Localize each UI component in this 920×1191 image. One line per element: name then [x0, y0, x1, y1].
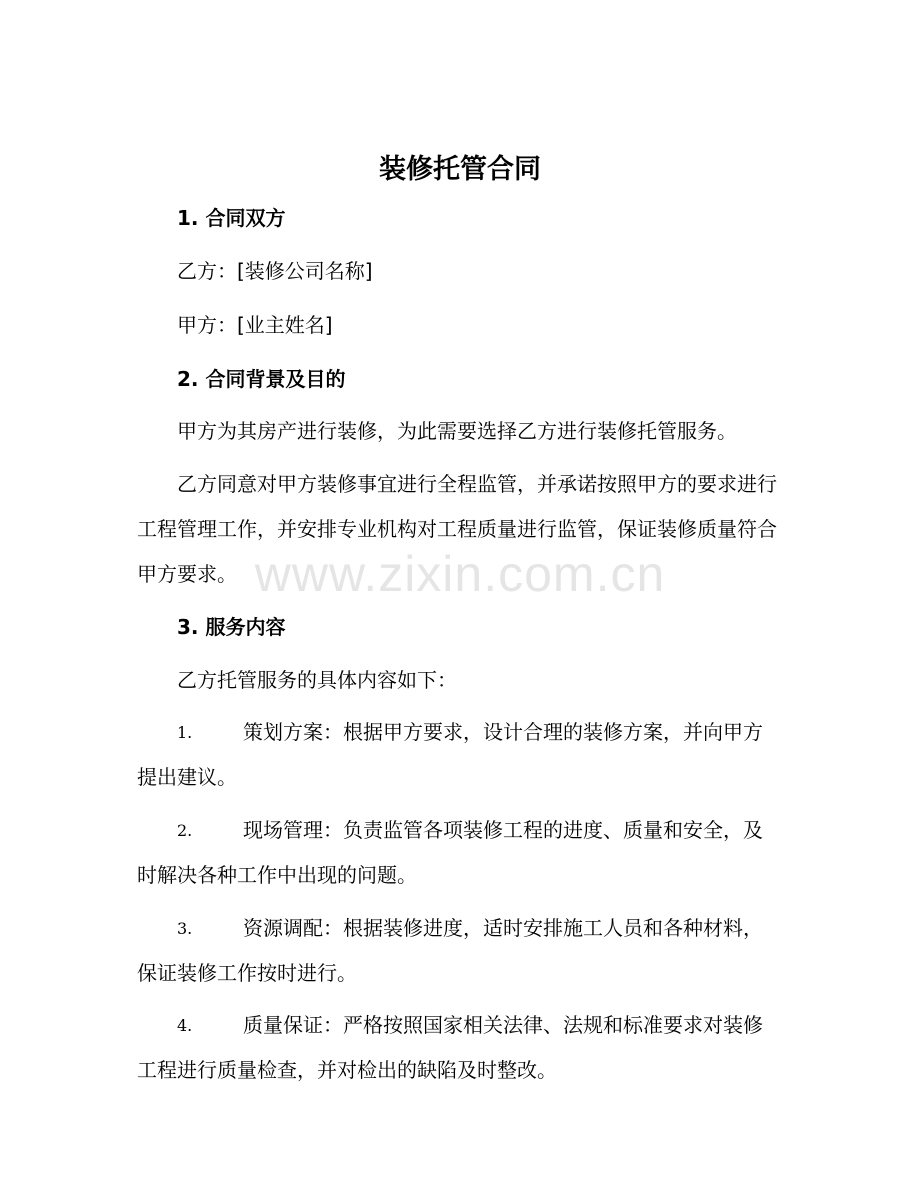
- list-item-number: 2.: [177, 821, 193, 840]
- section-heading-parties: 1. 合同双方: [177, 206, 286, 230]
- list-item-number: 1.: [177, 723, 193, 742]
- list-item-text: 质量保证：严格按照国家相关法律、法规和标准要求对装修工程进行质量检查，并对检出的缺陷及时整改。: [137, 1013, 763, 1082]
- list-item-text: 资源调配：根据装修进度，适时安排施工人员和各种材料，保证装修工作按时进行。: [137, 916, 763, 985]
- services-intro: 乙方托管服务的具体内容如下：: [177, 668, 457, 692]
- background-paragraph-1: 甲方为其房产进行装修，为此需要选择乙方进行装修托管服务。: [177, 419, 737, 443]
- watermark: www.zixin.com.cn: [254, 546, 666, 602]
- document-title: 装修托管合同: [379, 154, 541, 185]
- section-heading-background: 2. 合同背景及目的: [177, 367, 346, 391]
- list-item-number: 3.: [177, 919, 193, 938]
- party-b-line: 乙方：[装修公司名称]: [177, 259, 373, 283]
- list-item-text: 策划方案：根据甲方要求，设计合理的装修方案，并向甲方提出建议。: [137, 720, 763, 789]
- list-item-number: 4.: [177, 1016, 193, 1035]
- list-item: [137, 1003, 777, 1093]
- party-a-line: 甲方：[业主姓名]: [177, 313, 333, 337]
- list-item-text: 现场管理：负责监管各项装修工程的进度、质量和安全，及时解决各种工作中出现的问题。: [137, 818, 763, 887]
- list-item: [137, 808, 777, 898]
- list-item: [137, 906, 777, 996]
- section-heading-services: 3. 服务内容: [177, 615, 286, 639]
- background-paragraph-2: 乙方同意对甲方装修事宜进行全程监管，并承诺按照甲方的要求进行工程管理工作，并安排专业机构对工程质量进行监管，保证装修质量符合甲方要求。: [137, 472, 777, 586]
- list-item: [137, 710, 777, 800]
